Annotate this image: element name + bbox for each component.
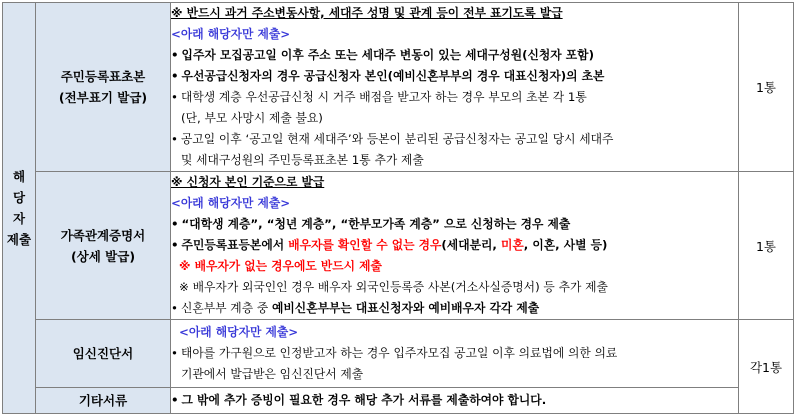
other-doc-name-cell xyxy=(36,388,171,414)
family-bullet-2-text-2: (세대분리, xyxy=(441,238,501,252)
resident-notice: ※ 반드시 과거 주소변동사항, 세대주 성명 및 관계 등이 전부 표기도록 발급 xyxy=(171,6,563,20)
table-row xyxy=(3,388,794,414)
resident-qty: 1통 xyxy=(739,3,794,172)
family-bullet-2-text-3: , 이혼, 사별 등) xyxy=(523,238,608,252)
family-bullet-2-highlight-2: 미혼 xyxy=(500,238,524,252)
pregnancy-bullet-1: • 태아를 가구원으로 인정받고자 하는 경우 입주자모집 공고일 이후 의료법에 의한 의료 xyxy=(171,343,738,364)
other-bullet-1: • 그 밖에 추가 증빙이 필요한 경우 해당 추가 서류를 제출하여야 합니다. xyxy=(171,390,738,411)
family-doc-name: 가족관계증명서 xyxy=(60,227,146,243)
family-bullet-2-highlight: 배우자를 확인할 수 없는 경우 xyxy=(288,238,442,252)
category-char-2: 당 xyxy=(12,190,26,205)
submission-category-cell xyxy=(3,3,36,414)
family-bullet-2-text: 주민등록표등본에서 xyxy=(181,238,289,252)
table-row xyxy=(3,172,794,320)
resident-doc-description xyxy=(171,3,739,172)
family-doc-description xyxy=(171,172,739,320)
resident-bullet-4-cont: 및 세대구성원의 주민등록표초본 1통 추가 제출 xyxy=(181,153,424,167)
pregnancy-doc-description xyxy=(171,320,739,388)
family-qty: 1통 xyxy=(739,172,794,320)
family-target-label: <아래 해당자만 제출> xyxy=(171,196,291,210)
resident-bullet-1: • 입주자 모집공고일 이후 주소 또는 세대주 변동이 있는 세대구성원(신청자 포함) xyxy=(171,45,738,66)
resident-bullet-4: • 공고일 이후 ‘공고일 현재 세대주’와 등본이 분리된 공급신청자는 공고일 당시 세대주 xyxy=(171,129,738,150)
table-row xyxy=(3,320,794,388)
table-row xyxy=(3,3,794,172)
family-doc-name-cell xyxy=(36,172,171,320)
other-doc-name: 기타서류 xyxy=(78,393,128,408)
category-char-4: 제출 xyxy=(6,232,32,247)
family-bullet-1: • “대학생 계층”, “청년 계층”, “한부모가족 계층” 으로 신청하는 경우 제출 xyxy=(171,214,738,235)
pregnancy-other-qty: 각1통 xyxy=(739,320,794,414)
resident-bullet-3: • 대학생 계층 우선공급신청 시 거주 배점을 받고자 하는 경우 부모의 초본 각 1통 xyxy=(171,87,738,108)
pregnancy-target-label: <아래 해당자만 제출> xyxy=(179,325,299,339)
category-char-1: 해 xyxy=(12,169,26,184)
resident-doc-subname: (전부표기 발급) xyxy=(58,90,148,105)
required-documents-table xyxy=(2,2,794,414)
family-note-1: ※ 배우자가 없는 경우에도 반드시 제출 xyxy=(179,259,382,273)
other-doc-description xyxy=(171,388,739,414)
pregnancy-doc-name-cell xyxy=(36,320,171,388)
family-note-2: ※ 배우자가 외국인인 경우 배우자 외국인등록증 사본(거소사실증명서) 등 추가 제출 xyxy=(179,280,608,294)
family-bullet-2 xyxy=(171,235,738,256)
resident-doc-name-cell xyxy=(36,3,171,172)
resident-bullet-3-cont: (단, 부모 사망시 제출 불요) xyxy=(181,111,323,125)
family-bullet-3 xyxy=(171,298,738,319)
family-bullet-3-text: 신혼부부 계층 중 xyxy=(180,301,272,315)
resident-doc-name: 주민등록표초본 xyxy=(60,69,146,84)
resident-target-label: <아래 해당자만 제출> xyxy=(171,27,291,41)
family-doc-subname: (상세 발급) xyxy=(70,248,136,264)
pregnancy-bullet-1-cont: 기관에서 발급받은 임신진단서 제출 xyxy=(181,367,364,381)
family-bullet-3-bold: 예비신혼부부는 대표신청자와 예비배우자 각각 제출 xyxy=(272,301,540,315)
resident-bullet-2: • 우선공급신청자의 경우 공급신청자 본인(예비신혼부부의 경우 대표신청자)의 초본 xyxy=(171,66,738,87)
pregnancy-doc-name: 임신진단서 xyxy=(72,346,134,361)
category-char-3: 자 xyxy=(12,211,26,226)
family-notice: ※ 신청자 본인 기준으로 발급 xyxy=(171,175,325,189)
